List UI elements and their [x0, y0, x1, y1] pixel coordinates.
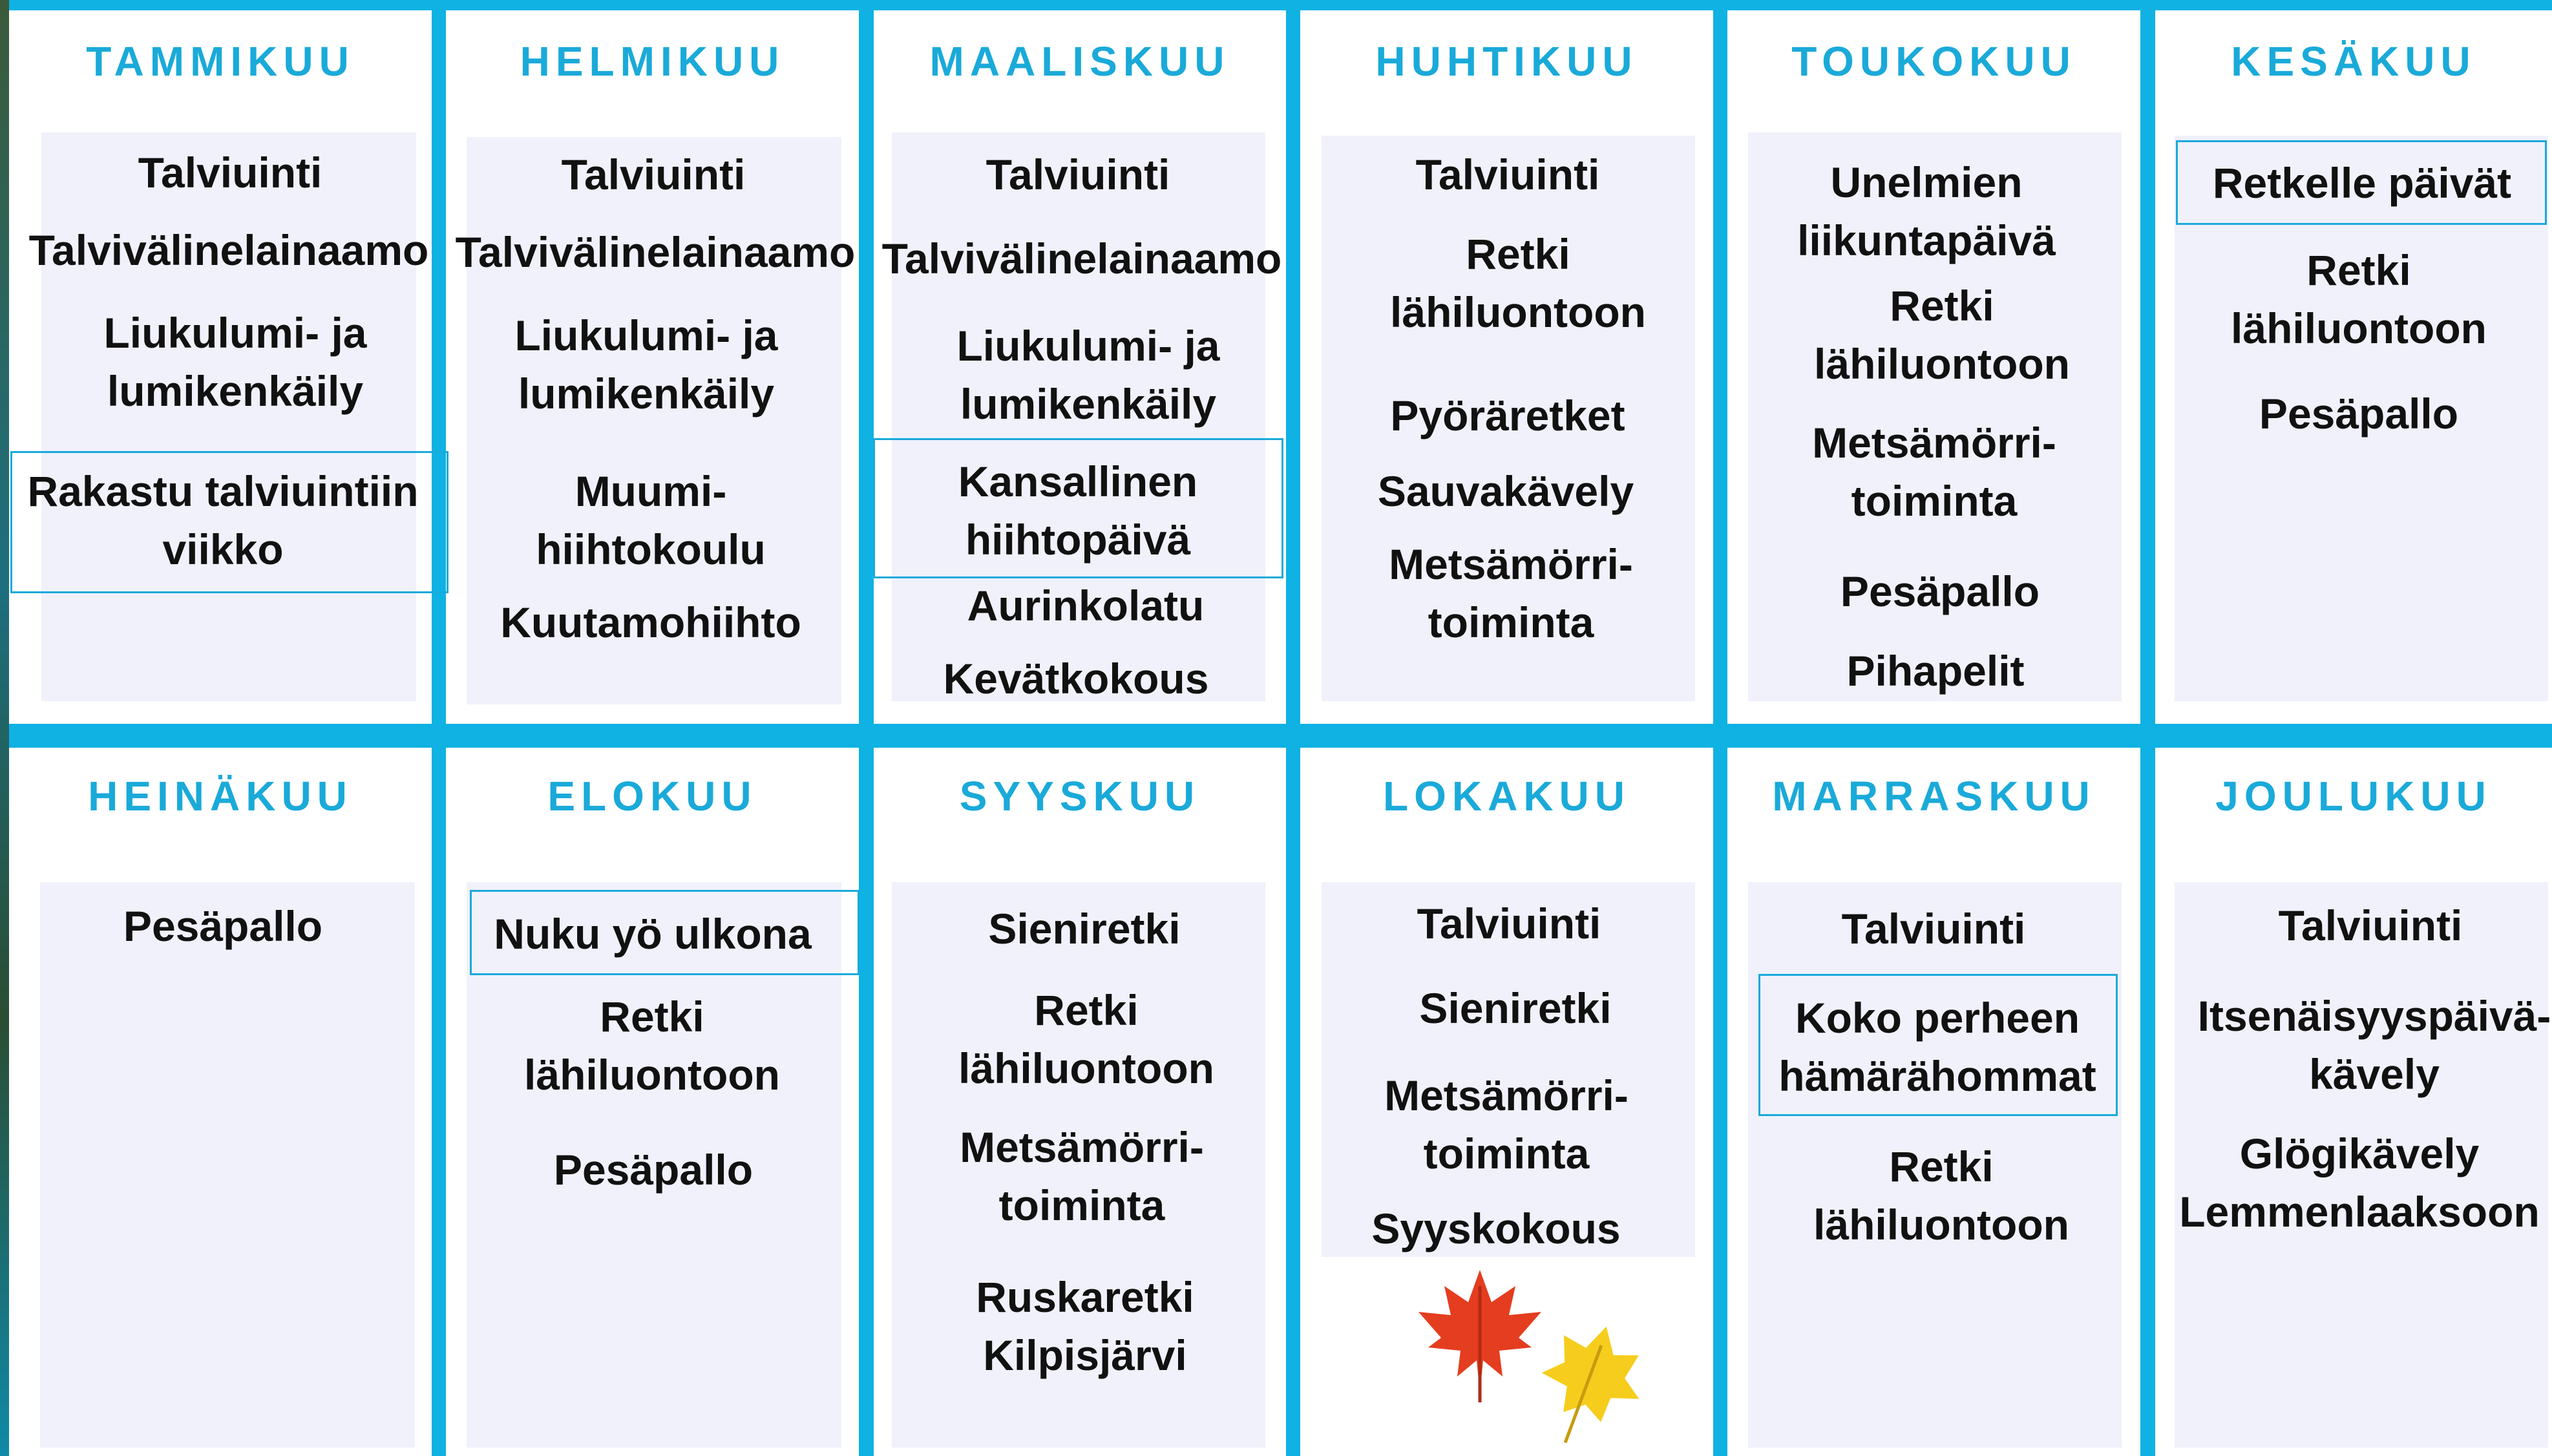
- activity-item: Talviuinti: [1415, 151, 1600, 198]
- activity-item: Pyöräretket: [1390, 392, 1625, 439]
- activity-line: Metsämörri-: [1384, 1071, 1629, 1119]
- month-title: HELMIKUU: [520, 38, 785, 85]
- activity-item: Retkelle päivät: [2212, 159, 2512, 207]
- month-title: HUHTIKUU: [1375, 38, 1638, 85]
- activity-line: viikko: [162, 525, 284, 573]
- activity-line: Liukulumi- ja: [956, 322, 1220, 370]
- month-title: KESÄKUU: [2231, 38, 2476, 85]
- activity-line: Rakastu talviuintiin: [27, 467, 419, 515]
- activity-item: Kevätkokous: [943, 655, 1209, 702]
- activity-line: toiminta: [1423, 1130, 1590, 1177]
- activity-item: Talvivälinelainaamo: [455, 228, 856, 276]
- activity-item: [2100, 241, 2552, 357]
- activity-line: lähiluontoon: [524, 1051, 780, 1099]
- activity-line: lumikenkäily: [518, 370, 775, 417]
- activity-line: Kansallinen: [958, 458, 1198, 505]
- month-title: MARRASKUU: [1772, 773, 2096, 819]
- activity-line: lähiluontoon: [1390, 288, 1646, 336]
- activity-line: hiihtopäivä: [965, 516, 1191, 564]
- activity-item: Talvivälinelainaamo: [881, 235, 1282, 282]
- activity-item: Talviuinti: [2278, 902, 2463, 949]
- activity-line: toiminta: [998, 1181, 1165, 1229]
- activity-line: Unelmien: [1830, 158, 2023, 206]
- activity-line: Muumi-: [575, 467, 727, 515]
- activity-item: Pesäpallo: [2259, 390, 2459, 438]
- activity-line: Liukulumi- ja: [514, 311, 778, 359]
- activity-line: lähiluontoon: [958, 1044, 1214, 1092]
- activity-line: Retki: [1466, 230, 1570, 278]
- activity-line: toiminta: [1851, 477, 2018, 525]
- activity-item: Sauvakävely: [1377, 467, 1634, 515]
- activity-item: Sieniretki: [1419, 984, 1612, 1032]
- activity-line: lumikenkäily: [960, 380, 1217, 428]
- activity-item: Nuku yö ulkona: [494, 910, 812, 958]
- activity-item: Kuutamohiihto: [500, 598, 801, 646]
- activity-item: Talviuinti: [561, 151, 746, 198]
- activity-line: lumikenkäily: [107, 367, 364, 415]
- activity-line: Retki: [600, 993, 704, 1040]
- activity-item: Pesäpallo: [1840, 567, 2040, 615]
- activity-item: Talviuinti: [138, 149, 322, 196]
- activity-item: [388, 306, 905, 423]
- activity-item: [2101, 1124, 2552, 1241]
- activity-line: Kilpisjärvi: [983, 1331, 1187, 1379]
- activity-line: Retki: [2306, 246, 2411, 294]
- month-title: HEINÄKUU: [88, 773, 353, 819]
- month-title: LOKAKUU: [1383, 773, 1630, 819]
- month-title: JOULUKUU: [2215, 773, 2492, 819]
- activity-line: Glögikävely: [2239, 1130, 2480, 1177]
- activity-item: Talvivälinelainaamo: [28, 226, 429, 274]
- month-title: TAMMIKUU: [86, 38, 355, 85]
- activity-item: Talviuinti: [986, 151, 1170, 198]
- activity-line: lähiluontoon: [1814, 340, 2070, 388]
- activity-line: hämärähommat: [1778, 1052, 2096, 1100]
- activity-line: lähiluontoon: [2231, 304, 2487, 352]
- background-edge: [0, 0, 9, 1456]
- activity-line: kävely: [2309, 1050, 2440, 1098]
- activity-line: Retki: [1889, 1143, 1994, 1190]
- activity-item: Talviuinti: [1841, 905, 2026, 953]
- activity-line: Liukulumi- ja: [103, 309, 367, 357]
- activity-line: Retki: [1034, 986, 1139, 1034]
- activity-line: hiihtokoulu: [536, 525, 766, 573]
- month-title: SYYSKUU: [959, 773, 1201, 819]
- activity-line: Ruskaretki: [976, 1273, 1194, 1321]
- activity-item: Pesäpallo: [123, 902, 323, 950]
- activity-item: Syyskokous: [1371, 1205, 1621, 1252]
- activity-line: Itsenäisyyspäivä-: [2197, 992, 2551, 1040]
- activity-line: Metsämörri-: [1812, 419, 2056, 467]
- activity-line: liikuntapäivä: [1797, 216, 2056, 264]
- activity-item: Sieniretki: [988, 905, 1181, 953]
- activity-line: Koko perheen: [1795, 994, 2080, 1042]
- activity-item: Pihapelit: [1846, 647, 2025, 695]
- autumn-leaves-icon: [1409, 1260, 1680, 1454]
- activity-line: toiminta: [1428, 598, 1594, 646]
- month-title: MAALISKUU: [929, 38, 1230, 85]
- activity-line: Retki: [1890, 282, 1994, 330]
- month-title: TOUKOKUU: [1791, 38, 2076, 85]
- activity-item: [827, 1268, 1344, 1384]
- activity-line: Lemmenlaaksoon: [2179, 1188, 2540, 1236]
- activity-panel: [40, 882, 415, 1448]
- activity-item: Talviuinti: [1417, 900, 1601, 947]
- activity-line: Metsämörri-: [1389, 540, 1633, 588]
- activity-item: Pesäpallo: [553, 1146, 754, 1194]
- activity-item: [2116, 987, 2552, 1103]
- month-title: ELOKUU: [547, 773, 757, 819]
- activity-item: Aurinkolatu: [967, 582, 1205, 629]
- activity-line: Metsämörri-: [960, 1123, 1204, 1171]
- activity-line: lähiluontoon: [1813, 1201, 2069, 1249]
